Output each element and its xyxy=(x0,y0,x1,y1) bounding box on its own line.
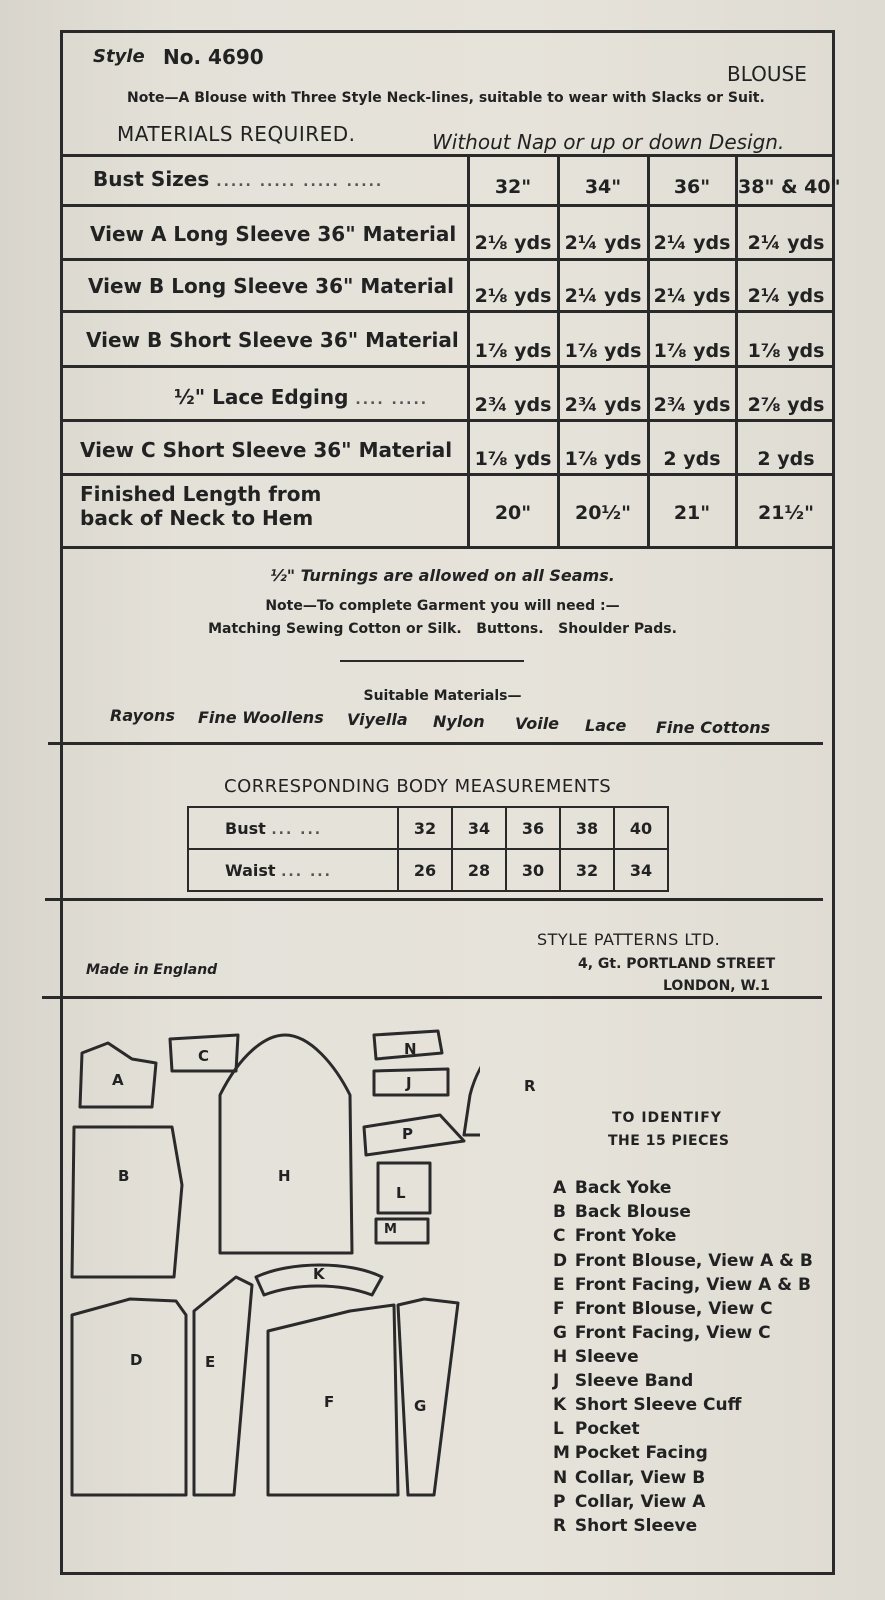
measurement-cell: 36 xyxy=(506,807,560,849)
measurement-cell: 30 xyxy=(506,849,560,891)
legend-key: N xyxy=(553,1468,568,1488)
leader-dots: .... ..... xyxy=(355,392,429,408)
material-suggestion: Lace xyxy=(585,716,627,735)
legend-key: D xyxy=(553,1251,568,1271)
piece-letter: N xyxy=(404,1040,417,1058)
style-label: Style xyxy=(93,46,145,67)
publisher-address-2: LONDON, W.1 xyxy=(663,978,770,994)
bust-sizes-label xyxy=(93,167,383,191)
legend-item xyxy=(553,1395,741,1415)
material-suggestion: Fine Cottons xyxy=(656,718,771,737)
material-row-label: View C Short Sleeve 36" Material xyxy=(80,438,453,462)
measurement-cell: 32 xyxy=(398,807,452,849)
section-divider xyxy=(42,996,822,999)
material-suggestion: Viyella xyxy=(347,710,408,729)
legend-item xyxy=(553,1202,691,1222)
legend-text: Front Blouse, View C xyxy=(574,1299,773,1319)
measurement-cell: 32 xyxy=(560,849,614,891)
measurement-cell: 40 xyxy=(614,807,668,849)
material-suggestion: Rayons xyxy=(110,706,175,725)
piece-letter: B xyxy=(118,1167,130,1185)
leader-dots: ... ... xyxy=(271,821,323,838)
legend-text: Pocket xyxy=(574,1419,640,1439)
lace-edging-text: ½" Lace Edging xyxy=(174,385,349,409)
pattern-pieces-diagram xyxy=(60,1015,480,1535)
size-header: 34" xyxy=(584,176,622,198)
legend-text: Sleeve Band xyxy=(574,1371,694,1391)
material-row-label xyxy=(174,385,428,409)
yardage-cell: 2 yds xyxy=(663,448,721,470)
piece-b-outline xyxy=(72,1127,182,1277)
legend-item xyxy=(553,1323,771,1343)
leader-dots: ... ... xyxy=(281,863,332,880)
legend-item xyxy=(553,1347,639,1367)
legend-item xyxy=(553,1299,773,1319)
legend-text: Back Blouse xyxy=(574,1202,691,1222)
yardage-cell: 2¼ yds xyxy=(564,232,642,254)
yardage-cell: 1⅞ yds xyxy=(564,340,642,362)
size-header: 36" xyxy=(673,176,711,198)
identify-title-2: THE 15 PIECES xyxy=(608,1133,730,1149)
table-row xyxy=(188,807,668,849)
garment-type: BLOUSE xyxy=(727,62,807,86)
legend-key: H xyxy=(553,1347,568,1367)
piece-p-outline xyxy=(364,1115,464,1155)
piece-letter: G xyxy=(414,1397,427,1415)
yardage-cell: 2¾ yds xyxy=(653,394,731,416)
row-line xyxy=(63,365,832,368)
table-top-line xyxy=(63,154,832,157)
measurement-cell: 38 xyxy=(560,807,614,849)
legend-key: F xyxy=(553,1299,565,1319)
piece-letter: D xyxy=(130,1351,143,1369)
legend-item xyxy=(553,1492,705,1512)
legend-key: P xyxy=(553,1492,566,1512)
measurement-cell: 34 xyxy=(614,849,668,891)
yardage-cell: 1⅞ yds xyxy=(474,340,552,362)
row-line xyxy=(63,310,832,313)
legend-item xyxy=(553,1419,640,1439)
measurement-label xyxy=(188,807,398,849)
piece-letter: H xyxy=(278,1167,291,1185)
row-line xyxy=(63,204,832,207)
material-suggestion: Nylon xyxy=(433,712,485,731)
yardage-cell: 2¼ yds xyxy=(747,285,825,307)
row-line xyxy=(63,258,832,261)
legend-item xyxy=(553,1275,811,1295)
measurement-cell: 28 xyxy=(452,849,506,891)
turnings-note: ½" Turnings are allowed on all Seams. xyxy=(270,566,615,585)
yardage-cell: 2 yds xyxy=(757,448,815,470)
body-measurements-table xyxy=(187,806,669,892)
piece-letter: E xyxy=(205,1353,216,1371)
size-header: 32" xyxy=(494,176,532,198)
material-suggestion: Voile xyxy=(515,714,560,733)
length-cell: 21½" xyxy=(757,502,814,524)
legend-key: G xyxy=(553,1323,567,1343)
piece-letter: P xyxy=(402,1125,413,1143)
material-row-label: View B Long Sleeve 36" Material xyxy=(88,274,454,298)
legend-text: Back Yoke xyxy=(574,1178,672,1198)
legend-key: E xyxy=(553,1275,565,1295)
needs-list: Matching Sewing Cotton or Silk. Buttons. Shoulder Pads. xyxy=(208,621,677,637)
legend-item xyxy=(553,1371,693,1391)
yardage-cell: 1⅞ yds xyxy=(653,340,731,362)
yardage-cell: 2⅛ yds xyxy=(474,285,552,307)
yardage-cell: 2⅛ yds xyxy=(474,232,552,254)
table-bottom-line xyxy=(63,546,832,549)
legend-item xyxy=(553,1251,813,1271)
style-note: Note—A Blouse with Three Style Neck-lines, suitable to wear with Slacks or Suit. xyxy=(127,90,765,106)
material-row-label: View A Long Sleeve 36" Material xyxy=(90,222,457,246)
yardage-cell: 1⅞ yds xyxy=(747,340,825,362)
section-divider xyxy=(45,898,823,901)
piece-letter: J xyxy=(406,1074,412,1092)
publisher-name: STYLE PATTERNS LTD. xyxy=(537,930,721,949)
piece-letter: C xyxy=(198,1047,210,1065)
legend-key: M xyxy=(553,1443,570,1463)
suitable-title: Suitable Materials— xyxy=(363,688,522,704)
material-row-label: View B Short Sleeve 36" Material xyxy=(86,328,459,352)
row-line xyxy=(63,473,832,476)
piece-letter: K xyxy=(313,1265,325,1283)
yardage-cell: 2⅞ yds xyxy=(747,394,825,416)
section-divider xyxy=(48,742,823,745)
identify-title-1: TO IDENTIFY xyxy=(612,1110,722,1126)
legend-item xyxy=(553,1443,708,1463)
yardage-cell: 2¼ yds xyxy=(653,285,731,307)
legend-item xyxy=(553,1468,705,1488)
length-cell: 21" xyxy=(673,502,711,524)
legend-key: C xyxy=(553,1226,566,1246)
material-suggestion: Fine Woollens xyxy=(198,708,324,727)
made-in-label: Made in England xyxy=(86,962,218,978)
materials-title: MATERIALS REQUIRED. xyxy=(117,122,356,146)
finished-length-label xyxy=(80,482,321,530)
legend-text: Front Yoke xyxy=(574,1226,677,1246)
legend-text: Short Sleeve xyxy=(574,1516,698,1536)
yardage-cell: 2¼ yds xyxy=(564,285,642,307)
legend-item xyxy=(553,1178,671,1198)
piece-letter: M xyxy=(384,1222,397,1237)
piece-letter: A xyxy=(112,1071,124,1089)
complete-note: Note—To complete Garment you will need :— xyxy=(265,598,620,614)
measurement-cell: 34 xyxy=(452,807,506,849)
length-cell: 20½" xyxy=(574,502,631,524)
body-measurements-title: CORRESPONDING BODY MEASUREMENTS xyxy=(224,776,612,797)
materials-subtitle: Without Nap or up or down Design. xyxy=(432,130,785,154)
bust-label: Bust xyxy=(225,818,266,838)
piece-e-outline xyxy=(194,1277,252,1495)
legend-key: J xyxy=(553,1371,560,1391)
piece-letter: L xyxy=(396,1184,406,1202)
yardage-cell: 1⅞ yds xyxy=(564,448,642,470)
legend-item xyxy=(553,1516,697,1536)
finished-length-line1: Finished Length from xyxy=(80,482,322,506)
style-number: No. 4690 xyxy=(163,45,264,69)
piece-h-outline xyxy=(220,1035,352,1253)
length-cell: 20" xyxy=(494,502,532,524)
legend-text: Pocket Facing xyxy=(574,1443,708,1463)
yardage-cell: 2¼ yds xyxy=(747,232,825,254)
legend-text: Front Facing, View A & B xyxy=(574,1275,811,1295)
piece-d-outline xyxy=(72,1299,186,1495)
table-row xyxy=(188,849,668,891)
piece-letter: R xyxy=(524,1077,536,1095)
yardage-cell: 1⅞ yds xyxy=(474,448,552,470)
short-divider xyxy=(340,660,524,662)
finished-length-line2: back of Neck to Hem xyxy=(80,506,314,530)
legend-key: A xyxy=(553,1178,567,1198)
piece-letter: F xyxy=(324,1393,335,1411)
legend-key: R xyxy=(553,1516,567,1536)
measurement-cell: 26 xyxy=(398,849,452,891)
legend-text: Front Facing, View C xyxy=(574,1323,771,1343)
row-line xyxy=(63,419,832,422)
piece-g-outline xyxy=(398,1299,458,1495)
bust-sizes-text: Bust Sizes xyxy=(93,167,210,191)
legend-text: Collar, View B xyxy=(574,1468,706,1488)
legend-text: Short Sleeve Cuff xyxy=(574,1395,742,1415)
yardage-cell: 2¾ yds xyxy=(564,394,642,416)
leader-dots: ..... ..... ..... ..... xyxy=(216,174,384,190)
legend-text: Front Blouse, View A & B xyxy=(574,1251,813,1271)
legend-key: B xyxy=(553,1202,566,1222)
waist-label: Waist xyxy=(225,860,276,880)
legend-key: L xyxy=(553,1419,564,1439)
legend-text: Sleeve xyxy=(574,1347,639,1367)
legend-text: Collar, View A xyxy=(574,1492,706,1512)
legend-item xyxy=(553,1226,676,1246)
legend-key: K xyxy=(553,1395,567,1415)
yardage-cell: 2¼ yds xyxy=(653,232,731,254)
size-header: 38" & 40" xyxy=(738,176,841,198)
piece-r-outline xyxy=(464,1025,480,1135)
measurement-label xyxy=(188,849,398,891)
yardage-cell: 2¾ yds xyxy=(474,394,552,416)
publisher-address-1: 4, Gt. PORTLAND STREET xyxy=(578,956,776,972)
